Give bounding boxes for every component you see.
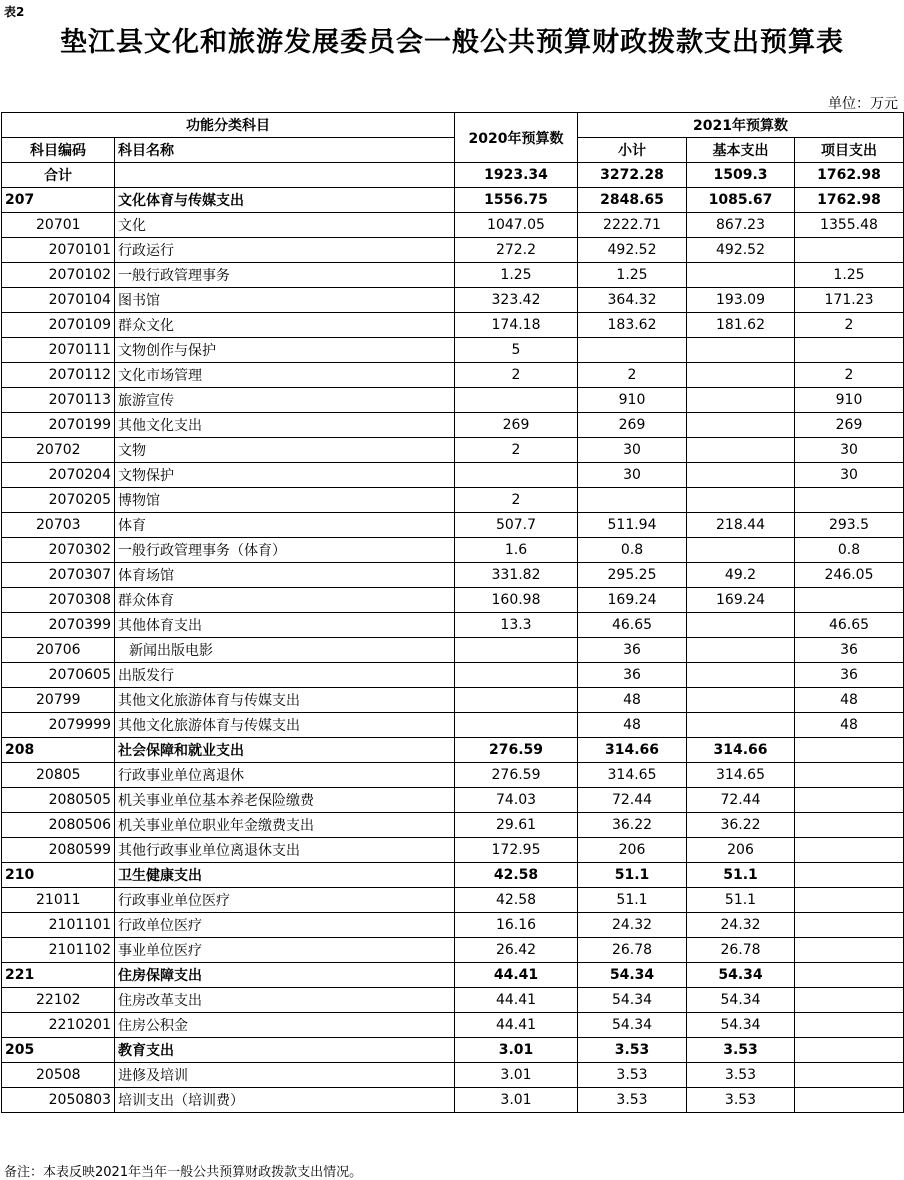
row-prev: 42.58	[455, 863, 578, 888]
row-project	[795, 1038, 904, 1063]
row-name: 行政运行	[115, 238, 455, 263]
table-row	[2, 213, 904, 238]
row-subtotal: 54.34	[578, 988, 687, 1013]
row-project	[795, 938, 904, 963]
row-project	[795, 1063, 904, 1088]
row-project	[795, 488, 904, 513]
row-project: 1.25	[795, 263, 904, 288]
row-project: 30	[795, 438, 904, 463]
row-code: 2070111	[2, 338, 115, 363]
row-subtotal: 183.62	[578, 313, 687, 338]
row-name: 群众体育	[115, 588, 455, 613]
row-subtotal: 3.53	[578, 1063, 687, 1088]
row-prev: 269	[455, 413, 578, 438]
row-prev: 160.98	[455, 588, 578, 613]
row-name: 文物保护	[115, 463, 455, 488]
row-code: 2070109	[2, 313, 115, 338]
table-row	[2, 413, 904, 438]
row-basic: 54.34	[687, 1013, 795, 1038]
row-basic	[687, 438, 795, 463]
row-prev: 44.41	[455, 963, 578, 988]
header-name: 科目名称	[115, 138, 455, 163]
row-prev	[455, 688, 578, 713]
row-code: 2070204	[2, 463, 115, 488]
table-row	[2, 913, 904, 938]
row-basic	[687, 388, 795, 413]
row-name: 体育场馆	[115, 563, 455, 588]
row-prev: 3.01	[455, 1063, 578, 1088]
row-code: 2050803	[2, 1088, 115, 1113]
row-basic: 193.09	[687, 288, 795, 313]
row-code: 2070104	[2, 288, 115, 313]
row-name: 文化	[115, 213, 455, 238]
header-basic: 基本支出	[687, 138, 795, 163]
table-row	[2, 788, 904, 813]
row-basic: 54.34	[687, 988, 795, 1013]
row-name: 其他文化旅游体育与传媒支出	[115, 688, 455, 713]
row-subtotal: 511.94	[578, 513, 687, 538]
table-row	[2, 888, 904, 913]
row-subtotal: 3.53	[578, 1088, 687, 1113]
table-row	[2, 963, 904, 988]
total-basic: 1509.3	[687, 163, 795, 188]
row-prev: 2	[455, 363, 578, 388]
table-row	[2, 313, 904, 338]
row-prev	[455, 388, 578, 413]
footnote: 备注：本表反映2021年当年一般公共预算财政拨款支出情况。	[4, 1165, 363, 1180]
row-project	[795, 988, 904, 1013]
row-subtotal: 48	[578, 688, 687, 713]
row-basic	[687, 463, 795, 488]
row-subtotal: 364.32	[578, 288, 687, 313]
header-prev-year: 2020年预算数	[455, 113, 578, 163]
row-basic	[687, 413, 795, 438]
row-code: 2070308	[2, 588, 115, 613]
row-name: 行政单位医疗	[115, 913, 455, 938]
row-project: 30	[795, 463, 904, 488]
row-project: 36	[795, 663, 904, 688]
row-subtotal: 72.44	[578, 788, 687, 813]
table-row	[2, 488, 904, 513]
row-prev: 2	[455, 488, 578, 513]
row-code: 2070102	[2, 263, 115, 288]
row-name: 住房改革支出	[115, 988, 455, 1013]
row-name: 文化体育与传媒支出	[115, 188, 455, 213]
row-name: 图书馆	[115, 288, 455, 313]
row-prev: 29.61	[455, 813, 578, 838]
table-row	[2, 863, 904, 888]
row-subtotal: 169.24	[578, 588, 687, 613]
row-subtotal: 910	[578, 388, 687, 413]
header-code: 科目编码	[2, 138, 115, 163]
table-row	[2, 363, 904, 388]
row-name: 事业单位医疗	[115, 938, 455, 963]
row-name: 一般行政管理事务	[115, 263, 455, 288]
table-row	[2, 1063, 904, 1088]
row-subtotal: 24.32	[578, 913, 687, 938]
table-row	[2, 688, 904, 713]
row-project: 293.5	[795, 513, 904, 538]
row-basic: 3.53	[687, 1088, 795, 1113]
row-project	[795, 588, 904, 613]
row-project: 48	[795, 713, 904, 738]
row-basic	[687, 263, 795, 288]
row-name: 社会保障和就业支出	[115, 738, 455, 763]
row-project	[795, 813, 904, 838]
row-project	[795, 338, 904, 363]
table-row	[2, 513, 904, 538]
row-subtotal: 2	[578, 363, 687, 388]
table-row	[2, 538, 904, 563]
row-basic: 3.53	[687, 1038, 795, 1063]
row-name: 其他文化旅游体育与传媒支出	[115, 713, 455, 738]
row-name: 一般行政管理事务（体育）	[115, 538, 455, 563]
row-code: 2070605	[2, 663, 115, 688]
table-row	[2, 1013, 904, 1038]
row-project: 910	[795, 388, 904, 413]
row-code: 2079999	[2, 713, 115, 738]
row-code: 2210201	[2, 1013, 115, 1038]
table-row	[2, 713, 904, 738]
page-title: 垫江县文化和旅游发展委员会一般公共预算财政拨款支出预算表	[60, 27, 844, 58]
row-subtotal: 295.25	[578, 563, 687, 588]
row-name: 新闻出版电影	[115, 638, 455, 663]
row-prev: 42.58	[455, 888, 578, 913]
row-code: 2070302	[2, 538, 115, 563]
table-row	[2, 838, 904, 863]
row-basic	[687, 713, 795, 738]
row-name: 行政事业单位医疗	[115, 888, 455, 913]
header-row-1	[2, 113, 904, 138]
row-project	[795, 913, 904, 938]
row-project: 2	[795, 313, 904, 338]
table-row	[2, 288, 904, 313]
row-prev: 16.16	[455, 913, 578, 938]
row-prev: 1.6	[455, 538, 578, 563]
row-prev: 276.59	[455, 763, 578, 788]
row-code: 2080599	[2, 838, 115, 863]
row-code: 205	[2, 1038, 115, 1063]
row-subtotal	[578, 488, 687, 513]
row-basic	[687, 338, 795, 363]
row-code: 21011	[2, 888, 115, 913]
table-row	[2, 238, 904, 263]
table-row	[2, 388, 904, 413]
row-project: 0.8	[795, 538, 904, 563]
row-prev: 3.01	[455, 1088, 578, 1113]
row-basic: 24.32	[687, 913, 795, 938]
row-project	[795, 963, 904, 988]
row-name: 住房保障支出	[115, 963, 455, 988]
row-basic	[687, 613, 795, 638]
row-project	[795, 888, 904, 913]
row-prev: 44.41	[455, 988, 578, 1013]
total-prev: 1923.34	[455, 163, 578, 188]
row-name: 博物馆	[115, 488, 455, 513]
row-prev: 331.82	[455, 563, 578, 588]
row-basic: 51.1	[687, 863, 795, 888]
row-prev: 5	[455, 338, 578, 363]
row-code: 2070199	[2, 413, 115, 438]
row-basic	[687, 663, 795, 688]
row-project: 46.65	[795, 613, 904, 638]
row-basic	[687, 363, 795, 388]
table-row	[2, 188, 904, 213]
row-project: 1762.98	[795, 188, 904, 213]
row-project	[795, 763, 904, 788]
row-name: 其他行政事业单位离退休支出	[115, 838, 455, 863]
row-project	[795, 838, 904, 863]
row-prev: 1.25	[455, 263, 578, 288]
row-subtotal: 314.65	[578, 763, 687, 788]
row-subtotal: 2848.65	[578, 188, 687, 213]
row-subtotal	[578, 338, 687, 363]
row-basic	[687, 488, 795, 513]
row-prev: 272.2	[455, 238, 578, 263]
row-basic: 206	[687, 838, 795, 863]
row-project	[795, 738, 904, 763]
row-prev: 26.42	[455, 938, 578, 963]
row-basic	[687, 638, 795, 663]
row-name: 群众文化	[115, 313, 455, 338]
table-row	[2, 938, 904, 963]
table-row	[2, 1088, 904, 1113]
row-code: 2080505	[2, 788, 115, 813]
row-name: 体育	[115, 513, 455, 538]
row-subtotal: 206	[578, 838, 687, 863]
table-row	[2, 813, 904, 838]
row-basic: 54.34	[687, 963, 795, 988]
row-subtotal: 3.53	[578, 1038, 687, 1063]
row-basic: 314.66	[687, 738, 795, 763]
row-prev: 74.03	[455, 788, 578, 813]
row-code: 2070101	[2, 238, 115, 263]
row-basic: 49.2	[687, 563, 795, 588]
table-row	[2, 763, 904, 788]
row-basic: 492.52	[687, 238, 795, 263]
row-subtotal: 1.25	[578, 263, 687, 288]
table-row	[2, 613, 904, 638]
row-code: 210	[2, 863, 115, 888]
header-project: 项目支出	[795, 138, 904, 163]
row-code: 2070112	[2, 363, 115, 388]
row-subtotal: 54.34	[578, 963, 687, 988]
row-subtotal: 51.1	[578, 863, 687, 888]
row-name: 其他文化支出	[115, 413, 455, 438]
total-subtotal: 3272.28	[578, 163, 687, 188]
row-code: 22102	[2, 988, 115, 1013]
row-prev: 507.7	[455, 513, 578, 538]
row-project: 269	[795, 413, 904, 438]
row-subtotal: 26.78	[578, 938, 687, 963]
table-row	[2, 438, 904, 463]
row-basic: 867.23	[687, 213, 795, 238]
row-project: 171.23	[795, 288, 904, 313]
total-row	[2, 163, 904, 188]
row-name: 旅游宣传	[115, 388, 455, 413]
header-subtotal: 小计	[578, 138, 687, 163]
row-basic: 218.44	[687, 513, 795, 538]
row-subtotal: 54.34	[578, 1013, 687, 1038]
row-prev	[455, 638, 578, 663]
row-subtotal: 314.66	[578, 738, 687, 763]
header-cur-year: 2021年预算数	[578, 113, 904, 138]
row-subtotal: 30	[578, 438, 687, 463]
row-prev: 1047.05	[455, 213, 578, 238]
row-basic: 51.1	[687, 888, 795, 913]
row-subtotal: 46.65	[578, 613, 687, 638]
row-subtotal: 36	[578, 638, 687, 663]
row-project: 1355.48	[795, 213, 904, 238]
row-name: 机关事业单位职业年金缴费支出	[115, 813, 455, 838]
row-project: 246.05	[795, 563, 904, 588]
row-code: 2101101	[2, 913, 115, 938]
row-code: 20703	[2, 513, 115, 538]
row-code: 20702	[2, 438, 115, 463]
row-project: 48	[795, 688, 904, 713]
total-project: 1762.98	[795, 163, 904, 188]
row-prev: 172.95	[455, 838, 578, 863]
row-subtotal: 36	[578, 663, 687, 688]
row-subtotal: 30	[578, 463, 687, 488]
table-row	[2, 1038, 904, 1063]
table-row	[2, 463, 904, 488]
row-prev: 276.59	[455, 738, 578, 763]
row-project: 2	[795, 363, 904, 388]
row-basic: 26.78	[687, 938, 795, 963]
row-code: 2070205	[2, 488, 115, 513]
row-prev: 2	[455, 438, 578, 463]
row-name: 卫生健康支出	[115, 863, 455, 888]
row-subtotal: 0.8	[578, 538, 687, 563]
row-code: 207	[2, 188, 115, 213]
unit-label: 单位：万元	[828, 96, 898, 112]
row-prev: 13.3	[455, 613, 578, 638]
row-code: 2070399	[2, 613, 115, 638]
row-name: 文物创作与保护	[115, 338, 455, 363]
row-subtotal: 492.52	[578, 238, 687, 263]
table-row	[2, 738, 904, 763]
row-code: 208	[2, 738, 115, 763]
row-prev: 1556.75	[455, 188, 578, 213]
row-code: 20508	[2, 1063, 115, 1088]
table-row	[2, 638, 904, 663]
table-row	[2, 663, 904, 688]
row-basic	[687, 538, 795, 563]
row-code: 2080506	[2, 813, 115, 838]
row-project	[795, 1013, 904, 1038]
row-subtotal: 48	[578, 713, 687, 738]
table-row	[2, 588, 904, 613]
table-row	[2, 338, 904, 363]
row-code: 2070113	[2, 388, 115, 413]
table-row	[2, 563, 904, 588]
row-basic: 1085.67	[687, 188, 795, 213]
row-prev	[455, 463, 578, 488]
row-code: 20706	[2, 638, 115, 663]
row-basic: 314.65	[687, 763, 795, 788]
row-name: 文物	[115, 438, 455, 463]
row-prev: 323.42	[455, 288, 578, 313]
table-row	[2, 988, 904, 1013]
row-subtotal: 2222.71	[578, 213, 687, 238]
row-code: 2101102	[2, 938, 115, 963]
table-row	[2, 263, 904, 288]
row-project	[795, 788, 904, 813]
row-code: 20799	[2, 688, 115, 713]
row-prev: 174.18	[455, 313, 578, 338]
row-basic: 181.62	[687, 313, 795, 338]
row-code: 20805	[2, 763, 115, 788]
row-project	[795, 863, 904, 888]
row-basic: 169.24	[687, 588, 795, 613]
row-prev: 3.01	[455, 1038, 578, 1063]
header-func-group: 功能分类科目	[2, 113, 455, 138]
table-number: 表2	[4, 5, 25, 19]
row-prev	[455, 713, 578, 738]
row-subtotal: 51.1	[578, 888, 687, 913]
row-basic	[687, 688, 795, 713]
row-project	[795, 1088, 904, 1113]
row-basic: 3.53	[687, 1063, 795, 1088]
row-name: 机关事业单位基本养老保险缴费	[115, 788, 455, 813]
budget-table	[1, 112, 904, 1113]
row-code: 221	[2, 963, 115, 988]
row-name: 其他体育支出	[115, 613, 455, 638]
row-name: 行政事业单位离退休	[115, 763, 455, 788]
row-project: 36	[795, 638, 904, 663]
row-project	[795, 238, 904, 263]
row-name: 文化市场管理	[115, 363, 455, 388]
total-name-cell	[115, 163, 455, 188]
row-name: 出版发行	[115, 663, 455, 688]
row-name: 培训支出（培训费）	[115, 1088, 455, 1113]
row-code: 2070307	[2, 563, 115, 588]
row-prev: 44.41	[455, 1013, 578, 1038]
row-subtotal: 269	[578, 413, 687, 438]
row-basic: 72.44	[687, 788, 795, 813]
row-name: 进修及培训	[115, 1063, 455, 1088]
row-name: 住房公积金	[115, 1013, 455, 1038]
header-row-2	[2, 138, 904, 163]
row-prev	[455, 663, 578, 688]
row-code: 20701	[2, 213, 115, 238]
row-basic: 36.22	[687, 813, 795, 838]
row-name: 教育支出	[115, 1038, 455, 1063]
total-label: 合计	[2, 163, 115, 188]
row-subtotal: 36.22	[578, 813, 687, 838]
